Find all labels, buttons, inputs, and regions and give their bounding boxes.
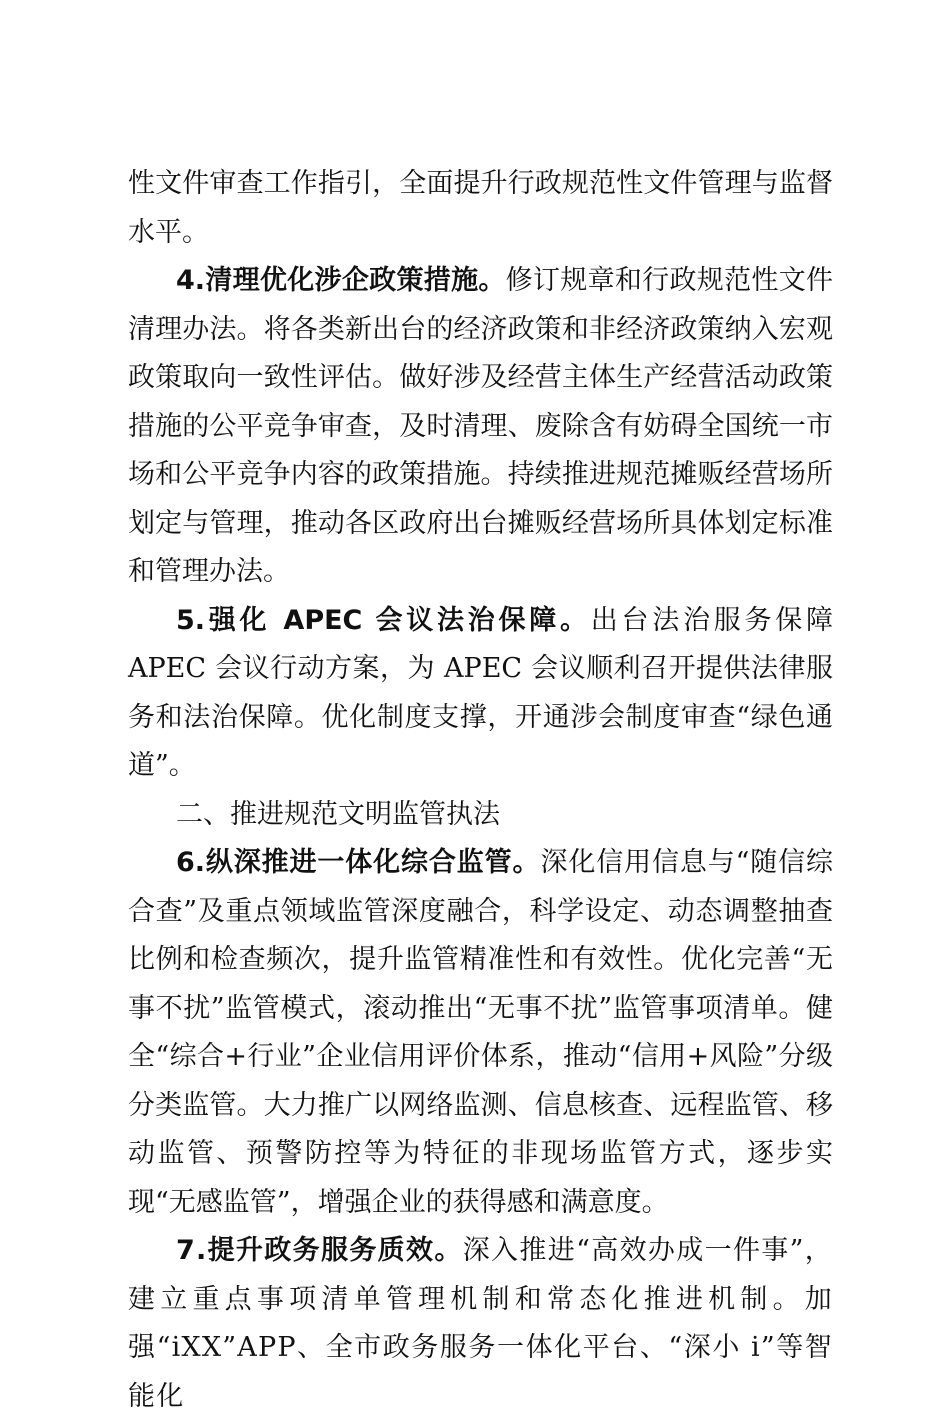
paragraph-item-5: [128, 597, 833, 791]
item-5-text: 出台法治服务保障 APEC 会议行动方案，为 APEC 会议顺利召开提供法律服务和法治保障。优化制度支撑，开通涉会制度审查“绿色通道”。: [128, 604, 833, 781]
paragraph-item-7: [128, 1227, 833, 1421]
item-6-heading: 6.纵深推进一体化综合监管。: [176, 847, 541, 878]
item-5-heading: 5.强化 APEC 会议法治保障。: [176, 604, 591, 636]
paragraph-item-6: [128, 839, 833, 1227]
item-7-text: 深入推进“高效办成一件事”，建立重点事项清单管理机制和常态化推进机制。加强“iXX”APP、全市政务服务一体化平台、“深小 i”等智能化: [128, 1235, 833, 1412]
paragraph-continuation: 性文件审查工作指引，全面提升行政规范性文件管理与监督水平。: [128, 168, 833, 248]
document-body: [128, 160, 833, 1421]
paragraph-item-4: [128, 257, 833, 597]
item-7-heading: 7.提升政务服务质效。: [176, 1235, 463, 1266]
item-4-text: 修订规章和行政规范性文件清理办法。将各类新出台的经济政策和非经济政策纳入宏观政策取向一致性评估。做好涉及经营主体生产经营活动政策措施的公平竞争审查，及时清理、废除含有妨碍全国统一市场和公平竞争内容的政策措施。持续推进规范摊贩经营场所划定与管理，推动各区政府出台摊贩经营场所具体划定标准和管理办法。: [128, 265, 833, 587]
section-heading: 二、推进规范文明监管执法: [176, 798, 500, 830]
item-6-text: 深化信用信息与“随信综合查”及重点领域监管深度融合，科学设定、动态调整抽查比例和检查频次，提升监管精准性和有效性。优化完善“无事不扰”监管模式，滚动推出“无事不扰”监管事项清单。健全“综合+行业”企业信用评价体系，推动“信用+风险”分级分类监管。大力推广以网络监测、信息核查、远程监管、移动监管、预警防控等为特征的非现场监管方式，逐步实现“无感监管”，增强企业的获得感和满意度。: [128, 847, 833, 1218]
item-4-heading: 4.清理优化涉企政策措施。: [176, 265, 506, 296]
